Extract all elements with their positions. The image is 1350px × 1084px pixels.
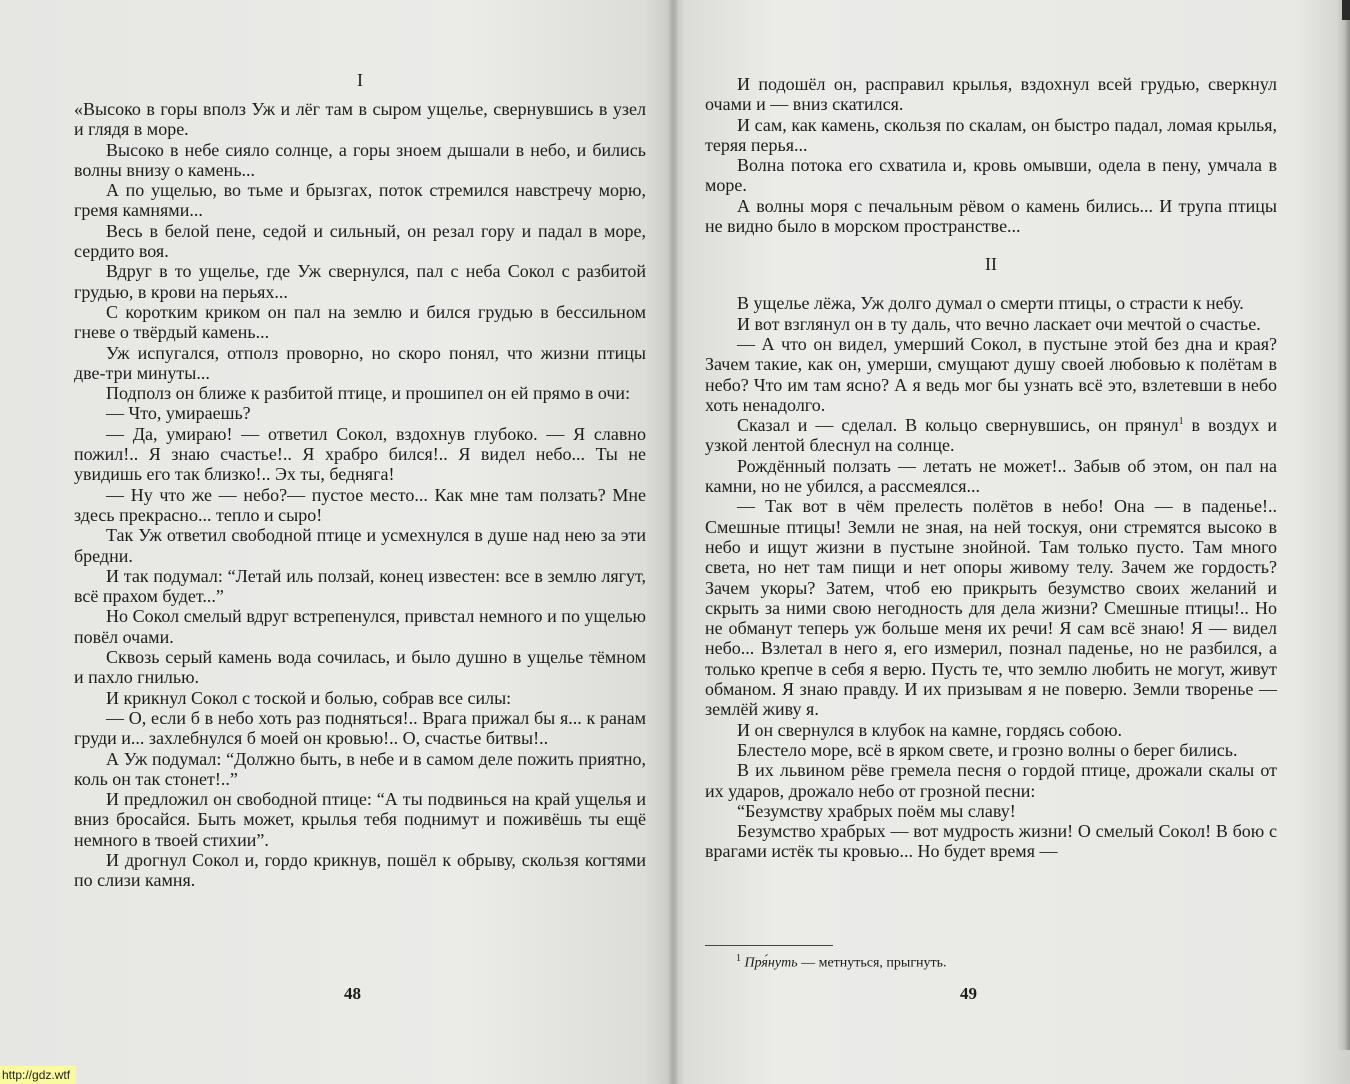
paragraph: И сам, как камень, скользя по скалам, он быстро падал, ломая крылья, теряя перья... [705,114,1277,155]
page-edge [1336,0,1350,1050]
footnote-reference[interactable]: 1 [1178,416,1184,428]
paragraph: Но Сокол смелый вдруг встрепенулся, привстал немного и по ущелью повёл очами. [74,606,646,647]
paragraph: Подполз он ближе к разбитой птице, и прошипел он ей прямо в очи: [106,383,631,404]
footnote-definition: — метнуться, прыгнуть. [797,955,947,971]
paragraph: И подошёл он, расправил крылья, вздохнул всей грудью, сверкнул очами и — вниз скатился. [705,74,1277,115]
page-number-left: 48 [344,984,361,1003]
footnote-divider [705,945,833,946]
paragraph: — О, если б в небо хоть раз подняться!.. Врага прижал бы я... к ранам груди и... захлебнулся б моей он кровью!.. О, счастье битвы!.. [74,707,646,749]
book-gutter [668,0,678,1084]
page-number-right: 49 [960,984,977,1003]
paragraph: Сквозь серый камень вода сочилась, и было душно в ущелье тёмном и пахло гнилью. [74,647,646,688]
watermark-link[interactable]: http://gdz.wtf [0,1066,76,1084]
paragraph: — Так вот в чём прелесть полётов в небо! Она — в паденье!.. Смешные птицы! Земли не зная, на ней тоскуя, они стремятся высоко в небо и ищут жизни в пустыне знойной. Там только пусто. Там много света, но нет там пищи и нет опоры живому телу. Зачем же гордость? Зачем укоры? Затем, чтоб ею прикрыть безумство своих желаний и скрыть за ними свою негодность для дела жизни? Смешные птицы!.. Но не обманут теперь уж больше меня их речи! Я сам всё знаю! Я — видел небо... Взлетал в него я, его измерил, познал паденье, но не разбился, а только крепче в себя я верю. Пусть те, что землю любить не могут, живут обманом. Я знаю правду. И их призывам я не поверю. Земли творенье — землёй живу я. [705,496,1277,720]
right-text-column [705,74,1277,862]
paragraph: И предложил он свободной птице: “А ты подвинься на край ущелья и вниз бросайся. Быть может, крылья тебя поднимут и поживёшь ты ещё немного в твоей стихии”. [74,789,646,850]
paragraph: И так подумал: “Летай иль ползай, конец известен: все в землю лягут, всё прахом будет...” [74,565,646,607]
chapter-heading-1: I [357,70,363,90]
paragraph: Рождённый ползать — летать не может!.. Забыв об этом, он пал на камни, но не убился, а рассмеялся... [705,455,1277,497]
paragraph: Безумство храбрых — вот мудрость жизни! О смелый Сокол! В бою с врагами истёк ты кровью... Но будет время — [705,821,1277,862]
left-page [0,0,672,1084]
right-page [672,0,1350,1084]
paragraph: А по ущелью, во тьме и брызгах, поток стремился навстречу морю, гремя камнями... [74,180,646,221]
paragraph: — Ну что же — небо?— пустое место... Как мне там ползать? Мне здесь прекрасно... тепло и сыро! [74,484,646,525]
paragraph: Волна потока его схватила и, кровь омывши, одела в пену, умчала в море. [705,155,1277,196]
paragraph: Весь в белой пене, седой и сильный, он резал гору и падал в море, сердито воя. [74,220,646,262]
footnote-term: Пря́нуть [744,955,798,971]
footnote-marker: 1 [736,953,741,964]
paragraph-text: Сказал и — сделал. В кольцо свернувшись, он прянул [737,415,1179,436]
chapter-heading-2: II [985,254,997,275]
paragraph: «Высоко в горы вполз Уж и лёг там в сыром ущелье, свернувшись в узел и глядя в море. [74,99,646,140]
paragraph: В их львином рёве гремела песня о гордой птице, дрожали скалы от их ударов, дрожало небо от грозной песни: [705,760,1277,801]
footnote [736,951,947,972]
paragraph: И он свернулся в клубок на камне, гордясь собою. [737,719,1123,740]
paragraph: Уж испугался, отполз проворно, но скоро понял, что жизни птицы две-три минуты... [74,342,646,383]
paragraph: — Что, умираешь? [106,403,251,424]
paragraph: И крикнул Сокол с тоской и болью, собрав все силы: [106,687,512,708]
paragraph: А волны моря с печальным рёвом о камень бились... И трупа птицы не видно было в морском пространстве... [705,195,1277,237]
paragraph: “Безумству храбрых поём мы славу! [737,800,1016,821]
paragraph: И дрогнул Сокол и, гордо крикнув, пошёл к обрыву, скользя когтями по слизи камня. [74,849,646,891]
paragraph: Высоко в небе сияло солнце, а горы зноем дышали в небо, и бились волны внизу о камень... [74,139,646,180]
scan-corner-mark [1342,0,1350,20]
paragraph: — А что он видел, умерший Сокол, в пустыне этой без дна и края? Зачем такие, как он, умерши, смущают душу своей любовью к полётам в небо? Что им там ясно? А я ведь мог бы узнать всё это, взлетевши в небо хоть ненадолго. [705,333,1277,415]
paragraph: Вдруг в то ущелье, где Уж свернулся, пал с неба Сокол с разбитой грудью, в крови на перьях... [74,261,646,302]
left-text-column [74,70,646,891]
paragraph: А Уж подумал: “Должно быть, в небе и в самом деле пожить приятно, коль он так стонет!..” [74,748,646,789]
paragraph: И вот взглянул он в ту даль, что вечно ласкает очи мечтой о счастье. [737,313,1261,334]
paragraph: — Да, умираю! — ответил Сокол, вздохнув глубоко. — Я славно пожил!.. Я знаю счастье!.. Я храбро бился!.. Я видел небо... Ты не увидишь его так близко!.. Эх ты, бедняга! [74,423,646,485]
paragraph: Так Уж ответил свободной птице и усмехнулся в душе над нею за эти бредни. [74,525,646,566]
paragraph: В ущелье лёжа, Уж долго думал о смерти птицы, о страсти к небу. [737,293,1244,314]
paragraph-text: в воздух и узкой лентой блеснул на солнце. [705,415,1278,456]
paragraph: С коротким криком он пал на землю и бился грудью в бессильном гневе о твёрдый камень... [74,301,646,343]
paragraph: Блестело море, всё в ярком свете, и грозно волны о берег бились. [737,739,1238,760]
paragraph-with-footnote [705,415,1277,456]
